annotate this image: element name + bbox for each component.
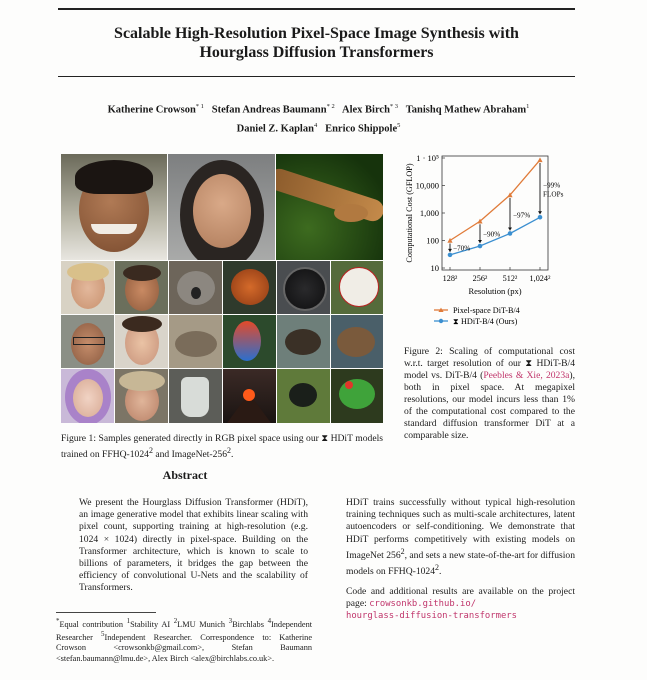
arrow-head [538,211,542,214]
figure-1-text-b: HDiT models trained on FFHQ-1024 [61,433,383,461]
author-list [60,99,577,136]
footnote-aff-4: Independent Researcher [56,619,313,642]
authors-line-2 [60,118,577,137]
author-affiliation: 4 [313,121,318,129]
footnote-aff-3: Birchlabs [232,619,264,629]
figure-1-sup: 2 [148,446,153,455]
author-affiliation: 1 [526,103,530,110]
author-affiliation: 5 [397,121,401,129]
footnote-aff-5: Independent Researcher. [104,632,193,642]
project-url-line-1[interactable]: crowsonkb.github.io/ [369,598,477,609]
abstract-p2-a: HDiT trains successfully without typical high-resolution training techniques such as multi-scale architectures, latent autoencoders or self-conditioning. We demonstrate that HDiT performs competitively with existing models on ImageNet 256 [346,497,575,561]
arrow-head [478,240,482,243]
x-axis-label: Resolution (px) [468,286,522,296]
data-point-hdit [448,253,453,258]
author-name: Daniel Z. Kaplan [236,123,314,134]
sample-volcano [223,369,276,423]
series-line-pixel-space [450,160,540,241]
scaling-chart [400,150,570,340]
data-point-hdit [478,244,483,249]
paper-title [58,24,575,62]
citation-link[interactable]: Peebles & Xie, 2023a [483,370,570,381]
sample-tree-frog [331,369,383,423]
footnote-aff-1: Stability AI [130,619,171,629]
reduction-label: −90% [483,230,501,239]
legend-label-pixel-space: Pixel-space DiT-B/4 [453,306,520,315]
reduction-label: −70% [453,244,471,253]
hourglass-icon: ⧗ [525,358,533,369]
title-line-1: Scalable High-Resolution Pixel-Space Image Synthesis with [114,25,519,42]
figure-2-text-c: ), both in pixel space. At megapixel resolutions, our model incurs less than 1% of the computational cost compared to the standard diffusion transformer DiT at a comparable size. [404,370,575,441]
figure-1-text-c: and ImageNet-256 [155,449,228,461]
author-name: Tanishq Mathew Abraham [405,104,527,116]
legend-marker [439,319,443,323]
arrow-head [448,249,452,252]
hourglass-icon: ⧗ [321,433,329,444]
figure-1-sup-2: 2 [227,446,232,455]
sample-face-glasses [61,315,114,368]
y-axis-label: Computational Cost (GFLOP) [405,163,414,263]
figure-2-text-b: HDiT-B/4 model vs. DiT-B/4 ( [404,358,575,381]
abstract-paragraph-1: We present the Hourglass Diffusion Transformer (HDiT), an image generative model that exhibits linear scaling with pixel count, supporting training at high-resolution (e.g. 1024 × 1024) directly in pixel-space. Building on the Transformer architecture, which is known to scale to billions of parameters, it bridges the gap between the efficiency of convolutional U-Nets and the scalability of Transformers. [79,497,308,594]
footnote-correspondence: Correspondence to: Katherine Crowson <crowsonkb@gmail.com>, Stefan Baumann <stefan.baumann@lmu.de>, Alex Birch <alex@birchlabs.co.uk>. [56,632,313,663]
sample-snake [276,154,383,260]
sample-bird [277,315,330,368]
footnote-equal: Equal contribution [59,619,123,629]
footnote-rule [56,612,156,613]
title-line-2: Hourglass Diffusion Transformers [199,44,434,61]
sample-baseball [331,261,383,314]
abstract-heading: Abstract [162,468,208,482]
author-name: Stefan Andreas Baumann [211,104,327,116]
figure-2-text-a: Scaling of computational cost w.r.t. target resolution of our [404,346,575,369]
sample-face-elder [115,261,168,314]
sample-koala [169,261,222,314]
sample-armadillo [169,315,222,368]
footnote: *Equal contribution $^1$Stability AI $^2$LMU Munich $^3$Birchlabs $^4$Independent Researcher $^5$Independent Researcher. Correspondence to: Katherine Crowson <crowsonkb@gmail.com>, Stefan Baumann <stefan.baumann@lmu.de>, Alex Birch <alex@birchlabs.co.uk>. [56,618,313,663]
sample-beetle [277,369,330,423]
arrow-head [508,227,512,230]
author-name: Enrico Shippole [325,123,398,134]
figure-1-caption [61,433,383,461]
figure-2-label: Figure 2: [404,346,443,357]
author-affiliation: * 1 [195,103,204,110]
figure-1-end: . [231,449,234,461]
sample-face-hat [115,369,168,423]
abstract-p2-b: , and sets a new state-of-the-art for diffusion models on FFHQ-1024 [346,550,575,578]
abstract-p2-sup: 2 [400,546,405,556]
author-affiliation: * 3 [389,103,399,110]
x-tick-label: 256² [472,274,488,283]
authors-line-1 [60,99,577,118]
author-name: Katherine Crowson [107,104,196,116]
abstract-p2-sup-2: 2 [435,563,440,573]
abstract-paragraph-3 [346,586,575,623]
x-tick-label: 512² [502,274,518,283]
y-tick-label: 10,000 [415,180,439,191]
reduction-label-flops: FLOPs [543,190,564,199]
figure-1-label: Figure 1: [61,433,97,444]
abstract-right-column [346,497,575,629]
data-point-hdit [538,215,543,220]
abstract-p2-end: . [439,566,442,578]
y-tick-label: 10 [430,263,439,273]
y-tick-label: 1 · 10⁵ [416,153,439,163]
abstract-left-column [79,497,308,602]
top-rule [58,8,575,10]
sample-lens-cap [277,261,330,314]
hourglass-icon: ⧗ [453,317,459,326]
sample-face-young [115,315,168,368]
reduction-label: −97% [513,211,531,220]
y-tick-label: 100 [426,235,439,246]
x-tick-label: 128² [442,274,458,283]
reduction-label: −99% [543,181,561,190]
footnote-aff-2: LMU Munich [177,619,226,629]
abstract-p3-text: Code and additional results are available on the project page: [346,585,575,609]
author-affiliation: * 2 [326,103,335,110]
sample-face-blonde [61,261,114,314]
sample-face-purple-hair [61,369,114,423]
y-tick-label: 1,000 [419,208,439,218]
sample-parrot [223,315,276,368]
legend-label-hdit: HDiT-B/4 (Ours) [461,317,518,326]
title-bottom-rule [58,76,575,77]
sample-red-panda [223,261,276,314]
sample-otter [331,315,383,368]
sample-jug [169,369,222,423]
sample-face-woman [168,154,275,260]
project-url-line-2[interactable]: hourglass-diffusion-transformers [346,611,517,621]
x-tick-label: 1,024² [529,274,551,283]
author-name: Alex Birch [341,104,390,116]
figure-1-text-a: Samples generated directly in RGB pixel space using our [98,433,319,444]
abstract-paragraph-2 [346,497,575,579]
figure-2-caption [404,346,575,442]
sample-face-man [61,154,167,260]
data-point-pixel-space [537,157,542,162]
data-point-hdit [508,231,513,236]
